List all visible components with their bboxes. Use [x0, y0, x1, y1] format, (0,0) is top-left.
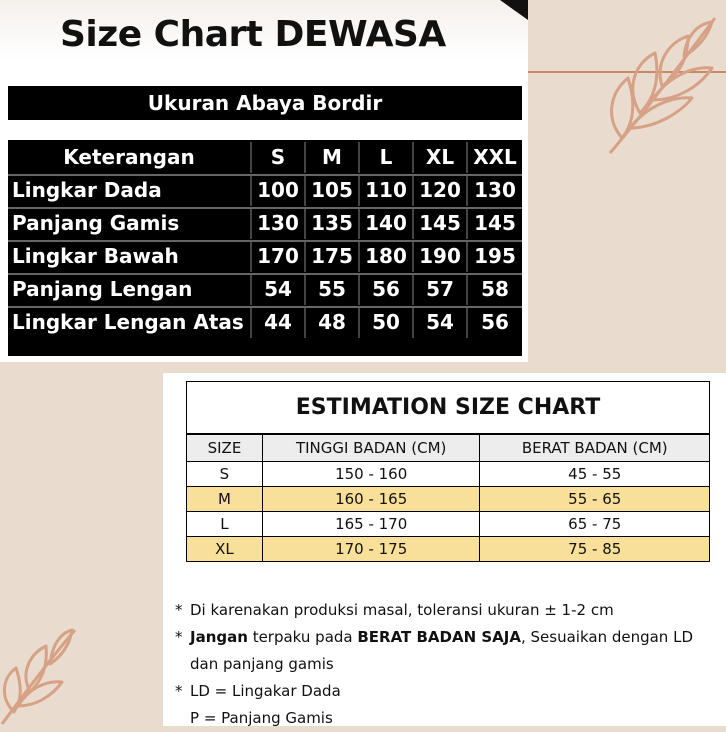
berat-cell: 55 - 65 — [480, 487, 710, 512]
corner-triangle — [500, 0, 528, 20]
note-text: LD = Lingakar Dada — [190, 682, 341, 700]
column-header: TINGGI BADAN (CM) — [262, 434, 480, 462]
page-title: Size Chart DEWASA — [60, 14, 446, 55]
table-cell: 145 — [414, 208, 468, 239]
size-cell: M — [187, 487, 263, 512]
note-item — [175, 678, 715, 705]
table-row — [187, 487, 710, 512]
table-cell: 54 — [414, 307, 468, 338]
table-row — [187, 537, 710, 562]
column-header: XL — [414, 142, 468, 173]
table-cell: 110 — [360, 175, 414, 206]
row-divider — [8, 306, 522, 308]
size-cell: L — [187, 512, 263, 537]
note-emphasis: Jangan — [190, 628, 248, 646]
table-cell: 190 — [414, 241, 468, 272]
berat-cell: 45 - 55 — [480, 462, 710, 487]
table-cell: 50 — [360, 307, 414, 338]
table-cell: 170 — [252, 241, 306, 272]
estimation-size-table — [186, 381, 710, 562]
table-cell: 175 — [306, 241, 360, 272]
table-cell: 56 — [481, 310, 509, 334]
tinggi-cell: 170 - 175 — [262, 537, 480, 562]
note-item — [175, 597, 715, 624]
column-header: BERAT BADAN (CM) — [480, 434, 710, 462]
column-header: S — [252, 142, 306, 173]
table-cell: 44 — [252, 307, 306, 338]
table-cell: 58 — [481, 277, 509, 301]
table-cell: 120 — [414, 175, 468, 206]
table-cell: 56 — [360, 274, 414, 305]
row-divider — [8, 207, 522, 209]
tinggi-cell: 160 - 165 — [262, 487, 480, 512]
abaya-size-table — [8, 86, 522, 356]
note-item — [175, 624, 715, 651]
row-label: Lingkar Bawah — [8, 241, 252, 272]
bullet-star: * — [175, 682, 183, 700]
size-cell: XL — [187, 537, 263, 562]
table-cell: 54 — [252, 274, 306, 305]
table-cell: 145 — [474, 211, 516, 235]
size-cell: S — [187, 462, 263, 487]
abaya-table-heading: Ukuran Abaya Bordir — [147, 91, 383, 115]
row-label: Lingkar Lengan Atas — [8, 307, 252, 338]
table-cell: 48 — [306, 307, 360, 338]
berat-cell: 65 - 75 — [480, 512, 710, 537]
note-continuation: dan panjang gamis — [190, 655, 334, 673]
row-label: Lingkar Dada — [8, 175, 252, 206]
tinggi-cell: 165 - 170 — [262, 512, 480, 537]
abaya-table-spacer — [8, 120, 522, 140]
table-cell: 105 — [306, 175, 360, 206]
column-header: SIZE — [187, 434, 263, 462]
row-label: Panjang Lengan — [8, 274, 252, 305]
leaf-branch-icon — [0, 620, 80, 726]
column-header: L — [360, 142, 414, 173]
table-row — [187, 462, 710, 487]
berat-cell: 75 - 85 — [480, 537, 710, 562]
table-header-row — [187, 434, 710, 462]
column-header: XXL — [473, 145, 517, 169]
estimation-table-heading: ESTIMATION SIZE CHART — [187, 382, 710, 435]
note-continuation: P = Panjang Gamis — [190, 709, 333, 727]
table-cell: 130 — [252, 208, 306, 239]
table-cell: 100 — [252, 175, 306, 206]
column-header: M — [306, 142, 360, 173]
row-divider — [8, 240, 522, 242]
table-cell: 180 — [360, 241, 414, 272]
notes-section — [175, 597, 715, 732]
table-cell: 140 — [360, 208, 414, 239]
note-emphasis: BERAT BADAN SAJA — [357, 628, 521, 646]
table-cell: 55 — [306, 274, 360, 305]
tinggi-cell: 150 - 160 — [262, 462, 480, 487]
table-cell: 195 — [474, 244, 516, 268]
note-fragment: terpaku pada — [247, 628, 358, 646]
note-fragment: , Sesuaikan dengan LD — [520, 628, 693, 646]
leaf-branch-icon — [600, 8, 722, 158]
note-text: Di karenakan produksi masal, toleransi ukuran ± 1-2 cm — [190, 601, 614, 619]
row-divider — [8, 273, 522, 275]
column-header: Keterangan — [8, 142, 252, 173]
table-cell: 57 — [414, 274, 468, 305]
table-row — [187, 512, 710, 537]
bullet-star: * — [175, 601, 183, 619]
note-text — [190, 624, 715, 651]
row-divider — [8, 174, 522, 176]
table-cell: 135 — [306, 208, 360, 239]
table-cell: 130 — [474, 178, 516, 202]
row-label: Panjang Gamis — [8, 208, 252, 239]
bullet-star: * — [175, 628, 183, 646]
